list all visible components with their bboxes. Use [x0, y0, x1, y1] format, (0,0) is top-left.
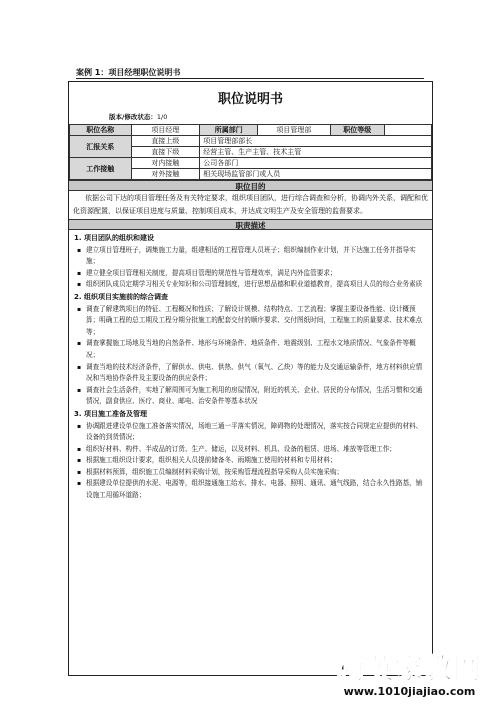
purpose-header: 职位目的: [69, 180, 432, 191]
duty-item: ▪ 调查社会生活条件，实地了解周围可为施工利用的房屋情况，附近的机关、企业、居民的分布情况，生活习惯和交通情况，副食供应、医疗、商业、邮电、治安条件等基本状况: [74, 385, 427, 408]
internal-label: 对内接触: [131, 158, 200, 169]
direct-subordinate-label: 直接下级: [131, 147, 200, 158]
watermark-logo-text: 精英家教网: [336, 652, 482, 685]
purpose-text: 依据公司下达的项目管理任务及有关特定要求，组织项目团队，进行综合调查和分析，协调内外关系，调配和优化资源配置，以保证项目进度与质量、控制项目成本，并达成文明生产及安全管理的监督要求。: [73, 194, 428, 215]
watermark-url: www.1010jiajiao.com: [343, 685, 476, 698]
version-line: [109, 112, 432, 122]
duty-item: ▪ 建立项目管理班子，调集施工力量，组建相适的工程管理人员班子；组织编制作业计划，并下达施工任务并指导实施；: [74, 245, 427, 268]
duties-header: 职责描述: [69, 219, 432, 230]
version-value: 1/0: [156, 113, 168, 121]
external-label: 对外接触: [131, 169, 200, 180]
internal-contact-row: [70, 158, 432, 169]
duty-item: ▪ 组织团队成员定期学习相关专业知识和公司管理制度，进行思想品德和职业道德教育，提高项目人员的综合业务素质: [74, 279, 427, 291]
dept-value: 项目管理部: [258, 125, 330, 136]
duty-item: ▪ 调查了解建筑项目的特征、工程概况和性质；了解设计规模、结构特点、工艺流程；掌握主要设备性能、设计概预算；明确工程的总工期及工程分期分批施工的配套交付的顺序要求、交付图纸时间，工程施工的质量要求、技术难点等；: [74, 304, 427, 339]
duty-item: ▪ 协调跟进建设单位施工准备落实情况，场地三通一平落实情况，障碍物的处理情况，落实按合同规定应提供的材料、设备的到货情况；: [74, 421, 427, 444]
section-items: [74, 304, 427, 408]
direct-superior-label: 直接上级: [131, 136, 200, 147]
external-value: 相关现场监管部门或人员: [200, 169, 432, 180]
contact-label: 工作接触: [70, 158, 132, 180]
duties-body: [69, 230, 432, 502]
duty-item: ▪ 根据施工组织设计要求，组织相关人员提前储备冬、雨期施工使用的材料和专用材料；: [74, 455, 427, 467]
grade-label: 职位等级: [330, 125, 384, 136]
watermark: [337, 647, 482, 698]
section-items: [74, 421, 427, 502]
section-title: 3. 项目施工准备及管理: [74, 409, 147, 418]
document-title: 职位说明书: [217, 92, 283, 107]
job-description-document: [68, 81, 433, 676]
position-row: [70, 125, 432, 136]
info-table: [69, 124, 432, 180]
direct-superior-value: 项目管理部部长: [200, 136, 432, 147]
report-label: 汇报关系: [70, 136, 132, 158]
position-label: 职位名称: [70, 125, 132, 136]
duty-item: ▪ 调查当地的技术经济条件，了解供水、供电、供热、供气（氧气、乙炔）等的能力及交通运输条件，地方材料供应情况和当地协作条件及主要设备的供应条件；: [74, 362, 427, 385]
duty-item: ▪ 根据建设单位提供的水泥、电源等，组织接通施工给水、排水、电器、照明、通讯、通气线路，结合永久性路基，铺设施工用循环道路；: [74, 478, 427, 501]
case-title: 案例 1：项目经理职位说明书: [76, 68, 181, 77]
duty-item: ▪ 根据材料预算，组织施工员编制材料采购计划，按采购管理流程指导采购人员实施采购；: [74, 467, 427, 479]
direct-subordinate-value: 经营主管、生产主管、技术主管: [200, 147, 432, 158]
grade-value: [384, 125, 431, 136]
section-items: [74, 245, 427, 291]
section-title: 1. 项目团队的组织和建设: [74, 234, 154, 242]
section-title: 2. 组织项目实施前的综合调查: [74, 292, 168, 301]
direct-superior-row: [70, 136, 432, 147]
position-value: 项目经理: [131, 125, 200, 136]
case-title-rule: [76, 78, 424, 79]
version-label: 版本/修改状态：: [109, 113, 157, 121]
duty-item: ▪ 建立健全项目管理相关制度，提高项目管理的规范性与管理效率，满足内外监管要求；: [74, 268, 427, 280]
duty-item: ▪ 组织好材料、构件、半成品的订货、生产、储运，以及材料、机具、设备的租赁、进场、堆放等管理工作；: [74, 444, 427, 456]
dept-label: 所属部门: [200, 125, 258, 136]
duty-item: ▪ 调查掌握施工场地及当地的自然条件、地形与环境条件、地质条件、地震级别、工程水文地质情况、气象条件等概况；: [74, 338, 427, 361]
internal-value: 公司各部门: [200, 158, 432, 169]
